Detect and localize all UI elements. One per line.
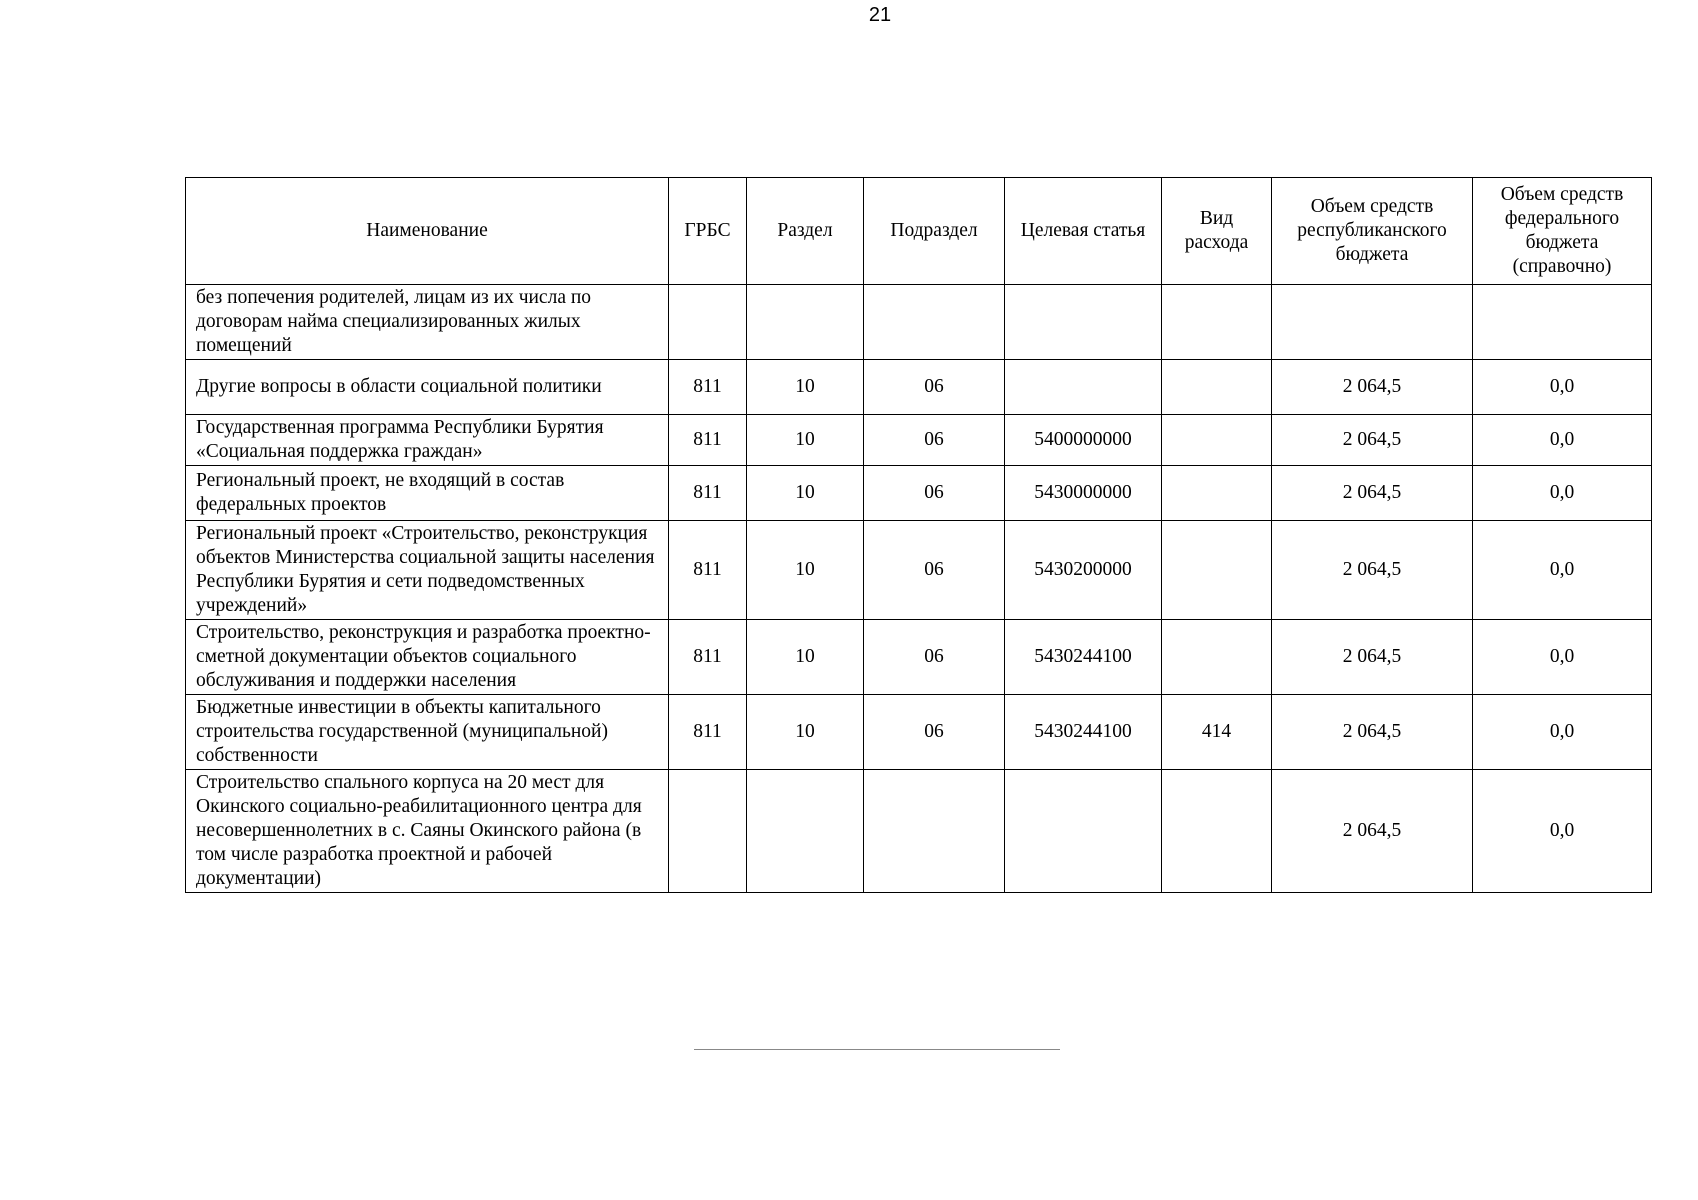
row-expense-type: 414	[1162, 695, 1272, 770]
row-name: Бюджетные инвестиции в объекты капитального строительства государственной (муниципальной) собственности	[186, 695, 669, 770]
row-republic-budget: 2 064,5	[1272, 770, 1473, 893]
row-grbs	[669, 285, 747, 360]
row-podrazdel: 06	[864, 466, 1005, 521]
row-republic-budget: 2 064,5	[1272, 415, 1473, 466]
row-expense-type	[1162, 770, 1272, 893]
row-federal-budget: 0,0	[1473, 521, 1652, 620]
row-grbs: 811	[669, 620, 747, 695]
row-podrazdel: 06	[864, 521, 1005, 620]
row-federal-budget: 0,0	[1473, 466, 1652, 521]
row-article: 5400000000	[1005, 415, 1162, 466]
row-republic-budget: 2 064,5	[1272, 695, 1473, 770]
row-podrazdel	[864, 770, 1005, 893]
row-article: 5430200000	[1005, 521, 1162, 620]
row-federal-budget: 0,0	[1473, 770, 1652, 893]
row-article: 5430244100	[1005, 620, 1162, 695]
header-target-article: Целевая статья	[1005, 178, 1162, 285]
row-expense-type	[1162, 285, 1272, 360]
header-name: Наименование	[186, 178, 669, 285]
row-name: Региональный проект, не входящий в состав федеральных проектов	[186, 466, 669, 521]
header-republic-budget: Объем средств республиканского бюджета	[1272, 178, 1473, 285]
row-razdel: 10	[747, 521, 864, 620]
table-header-row	[186, 178, 1652, 285]
row-federal-budget	[1473, 285, 1652, 360]
row-republic-budget: 2 064,5	[1272, 521, 1473, 620]
row-expense-type	[1162, 415, 1272, 466]
row-republic-budget: 2 064,5	[1272, 360, 1473, 415]
row-grbs: 811	[669, 521, 747, 620]
row-name: Региональный проект «Строительство, реконструкция объектов Министерства социальной защиты населения Республики Бурятия и сети подведомственных учреждений»	[186, 521, 669, 620]
row-name: Другие вопросы в области социальной политики	[186, 360, 669, 415]
row-podrazdel: 06	[864, 360, 1005, 415]
row-republic-budget: 2 064,5	[1272, 620, 1473, 695]
row-podrazdel: 06	[864, 415, 1005, 466]
row-federal-budget: 0,0	[1473, 620, 1652, 695]
row-expense-type	[1162, 521, 1272, 620]
row-grbs: 811	[669, 360, 747, 415]
row-federal-budget: 0,0	[1473, 415, 1652, 466]
table-row	[186, 466, 1652, 521]
row-federal-budget: 0,0	[1473, 360, 1652, 415]
header-expense-type: Вид расхода	[1162, 178, 1272, 285]
row-article	[1005, 285, 1162, 360]
row-grbs: 811	[669, 415, 747, 466]
row-republic-budget: 2 064,5	[1272, 466, 1473, 521]
row-federal-budget: 0,0	[1473, 695, 1652, 770]
row-razdel: 10	[747, 620, 864, 695]
header-federal-budget: Объем средств федерального бюджета (справочно)	[1473, 178, 1652, 285]
table-row	[186, 695, 1652, 770]
footer-divider	[694, 1049, 1060, 1050]
row-name: Строительство спального корпуса на 20 мест для Окинского социально-реабилитационного центра для несовершеннолетних в с. Саяны Окинского района (в том числе разработка проектной и рабочей документации)	[186, 770, 669, 893]
header-podrazdel: Подраздел	[864, 178, 1005, 285]
row-republic-budget	[1272, 285, 1473, 360]
header-razdel: Раздел	[747, 178, 864, 285]
row-razdel: 10	[747, 695, 864, 770]
row-expense-type	[1162, 360, 1272, 415]
budget-table	[185, 177, 1652, 893]
row-article: 5430244100	[1005, 695, 1162, 770]
header-grbs: ГРБС	[669, 178, 747, 285]
row-article: 5430000000	[1005, 466, 1162, 521]
table-row	[186, 620, 1652, 695]
table-row	[186, 521, 1652, 620]
row-razdel	[747, 285, 864, 360]
table-row	[186, 360, 1652, 415]
row-podrazdel: 06	[864, 620, 1005, 695]
row-razdel: 10	[747, 415, 864, 466]
row-razdel: 10	[747, 466, 864, 521]
row-article	[1005, 770, 1162, 893]
table-row	[186, 770, 1652, 893]
row-podrazdel: 06	[864, 695, 1005, 770]
table-row	[186, 415, 1652, 466]
row-name: без попечения родителей, лицам из их числа по договорам найма специализированных жилых помещений	[186, 285, 669, 360]
row-podrazdel	[864, 285, 1005, 360]
row-grbs: 811	[669, 466, 747, 521]
page-number: 21	[868, 4, 892, 26]
row-razdel	[747, 770, 864, 893]
row-name: Строительство, реконструкция и разработка проектно-сметной документации объектов социального обслуживания и поддержки населения	[186, 620, 669, 695]
row-razdel: 10	[747, 360, 864, 415]
table-row	[186, 285, 1652, 360]
row-grbs	[669, 770, 747, 893]
row-expense-type	[1162, 466, 1272, 521]
row-expense-type	[1162, 620, 1272, 695]
row-article	[1005, 360, 1162, 415]
row-grbs: 811	[669, 695, 747, 770]
row-name: Государственная программа Республики Бурятия «Социальная поддержка граждан»	[186, 415, 669, 466]
